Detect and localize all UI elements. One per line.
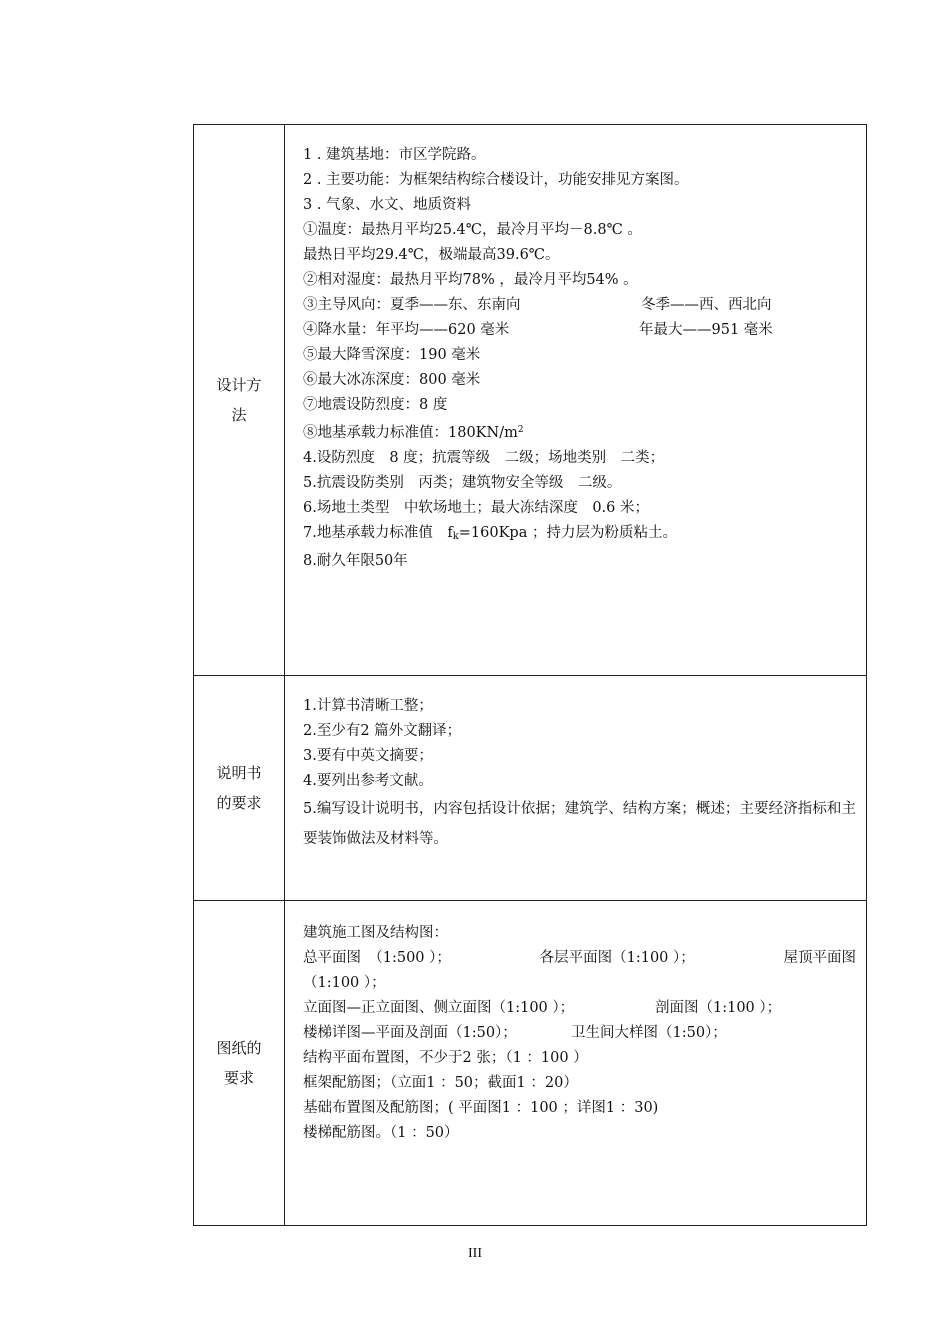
wind-summer: ③主导风向：夏季——东、东南向 [303,297,521,313]
row-label-line: 要求 [223,1069,254,1087]
content-line: ⑤最大降雪深度：190 毫米 [303,347,481,363]
fk-suffix: =160Kpa ；持力层为粉质粘土。 [458,525,677,541]
page-number: III [468,1246,482,1261]
content-line: 1 . 建筑基地：市区学院路。 [303,147,486,163]
elevation-right: 剖面图（1:100 ）； [655,1000,782,1016]
row-content-drawing-requirements [285,901,867,1226]
fk-prefix: 7.地基承载力标准值 f [303,525,453,541]
content-line: 5.编写设计说明书，内容包括设计依据；建筑学、结构方案；概述；主要经济指标和主要装饰做法及材料等。 [303,801,856,847]
content-line: 4.要列出参考文献。 [303,773,433,789]
content-line: 4.设防烈度 8 度；抗震等级 二级；场地类别 二类； [303,450,665,466]
row-label-line: 说明书 [216,764,262,782]
row-label-design-method [194,125,285,676]
row-content-design-method [285,125,867,676]
plan-line [303,946,856,971]
bearing-text: ⑧地基承载力标准值：180KN/m [303,425,518,441]
plan-general: 总平面图 （1:500 ）； [303,950,451,966]
plan-roof: 屋顶平面图 [783,950,856,966]
row-label-line: 设计方 [216,376,262,394]
row-label-line: 法 [231,406,247,424]
wind-line [303,293,856,318]
table-row-manual-requirements [194,676,867,901]
rain-line [303,318,856,343]
bearing-line [303,418,856,446]
content-line: 8.耐久年限50年 [303,553,408,569]
content-line: 5.抗震设防类别 丙类；建筑物安全等级 二级。 [303,475,622,491]
row-label-line: 图纸的 [216,1039,262,1057]
content-line: （1:100 ）； [303,975,386,991]
fk-subscript: k [452,531,459,542]
bearing-superscript: 2 [517,425,524,435]
rain-max: 年最大——951 毫米 [639,322,773,338]
table-row-drawing-requirements [194,901,867,1226]
content-line: ①温度：最热月平均25.4℃，最冷月平均－8.8℃ 。 [303,222,642,238]
row-content-manual-requirements [285,676,867,901]
content-line: 最热日平均29.4℃，极端最高39.6℃。 [303,247,560,263]
content-line: ⑦地震设防烈度：8 度 [303,397,448,413]
wind-winter: 冬季——西、西北向 [641,297,772,313]
content-line: 3 . 气象、水文、地质资料 [303,197,472,213]
elevation-line [303,996,856,1021]
table-row-design-method [194,125,867,676]
row-label-line: 的要求 [216,794,262,812]
plan-floors: 各层平面图（1:100 ）； [539,950,695,966]
content-line: 2.至少有2 篇外文翻译； [303,723,462,739]
content-line: 框架配筋图；（立面1 ：50；截面1 ：20） [303,1075,578,1091]
content-line: 建筑施工图及结构图： [303,925,448,941]
stair-left: 楼梯详图—平面及剖面（1:50）； [303,1025,517,1041]
content-line: ②相对湿度：最热月平均78% ，最冷月平均54% 。 [303,272,638,288]
elevation-left: 立面图—正立面图、侧立面图（1:100 ）； [303,1000,575,1016]
fk-line [303,521,856,549]
content-line: 楼梯配筋图。（1 ：50） [303,1125,459,1141]
content-line: 6.场地土类型 中软场地土；最大冻结深度 0.6 米； [303,500,650,516]
requirements-table [193,124,867,1226]
stair-line [303,1021,856,1046]
content-line: 基础布置图及配筋图；( 平面图1 ：100 ；详图1 ：30) [303,1100,659,1116]
content-line: 结构平面布置图，不少于2 张；（1 ：100 ） [303,1050,588,1066]
row-label-drawing-requirements [194,901,285,1226]
rain-average: ④降水量：年平均——620 毫米 [303,322,510,338]
content-line: ⑥最大冰冻深度：800 毫米 [303,372,481,388]
content-line: 2 . 主要功能：为框架结构综合楼设计，功能安排见方案图。 [303,172,689,188]
stair-right: 卫生间大样图（1:50）； [571,1025,727,1041]
content-line: 1.计算书清晰工整； [303,698,433,714]
row-label-manual-requirements [194,676,285,901]
content-line: 3.要有中英文摘要； [303,748,433,764]
